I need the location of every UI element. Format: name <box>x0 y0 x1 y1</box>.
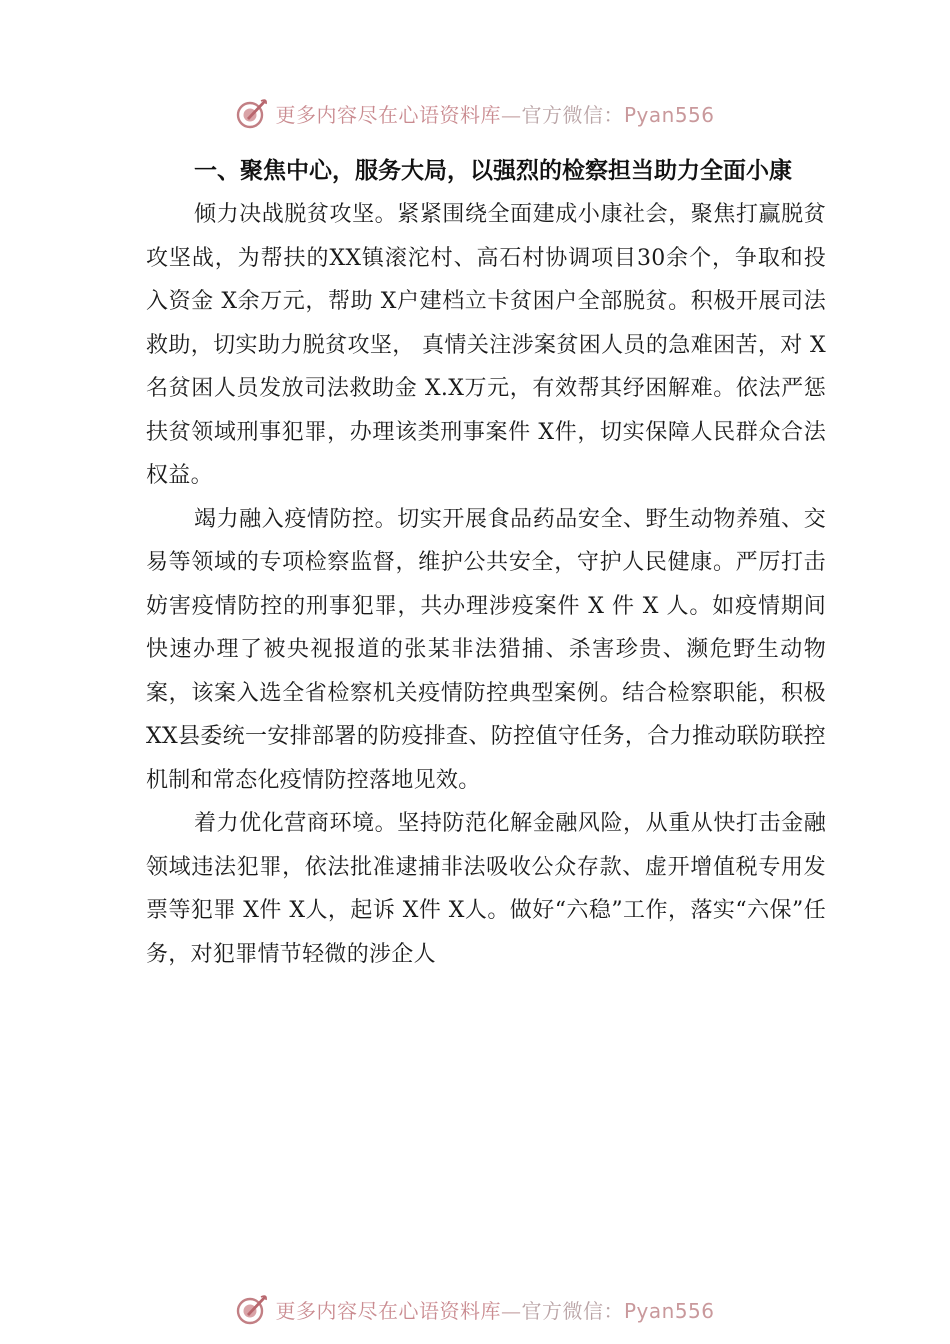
footer-watermark <box>0 1289 950 1329</box>
watermark-separator: — <box>500 102 522 127</box>
quill-seal-icon <box>235 1292 269 1326</box>
watermark-text <box>275 99 714 128</box>
watermark-brand: 更多内容尽在心语资料库 <box>275 1298 501 1323</box>
watermark-label: 官方微信： <box>521 1298 624 1323</box>
watermark-brand: 更多内容尽在心语资料库 <box>275 102 501 127</box>
paragraph-epidemic: 竭力融入疫情防控。切实开展食品药品安全、野生动物养殖、交易等领域的专项检察监督，维护公共安全，守护人民健康。严厉打击妨害疫情防控的刑事犯罪，共办理涉疫案件 X 件 X 人。如疫情期间快速办理了被央视报道的张某非法猎捕、杀害珍贵、濒危野生动物案，该案入选全省检察机关疫情防控典型案例。结合检察职能，积极XX县委统一安排部署的防疫排查、防控值守任务，合力推动联防联控机制和常态化疫情防控落地见效。 <box>146 506 826 793</box>
paragraph-poverty: 倾力决战脱贫攻坚。紧紧围绕全面建成小康社会，聚焦打赢脱贫攻坚战，为帮扶的XX镇滚沱村、高石村协调项目30余个，争取和投入资金 X余万元，帮助 X户建档立卡贫困户全部脱贫。积极开展司法救助，切实助力脱贫攻坚， 真情关注涉案贫困人员的急难困苦，对 X 名贫困人员发放司法救助金 X.X万元，有效帮其纾困解难。依法严惩扶贫领域刑事犯罪，办理该类刑事案件 X件，切实保障人民群众合法权益。 <box>146 202 826 488</box>
quill-seal-icon <box>235 96 269 130</box>
header-watermark <box>0 93 950 133</box>
document-body <box>146 150 826 976</box>
paragraph-business: 着力优化营商环境。坚持防范化解金融风险，从重从快打击金融领域违法犯罪，依法批准逮捕非法吸收公众存款、虚开增值税专用发票等犯罪 X件 X人，起诉 X件 X人。做好“六稳”工作，落实“六保”任务，对犯罪情节轻微的涉企人 <box>146 811 826 967</box>
watermark-label: 官方微信： <box>521 102 624 127</box>
watermark-wechat-id: Pyan556 <box>623 102 715 127</box>
watermark-text <box>275 1295 714 1324</box>
watermark-wechat-id: Pyan556 <box>623 1298 715 1323</box>
watermark-separator: — <box>500 1298 522 1323</box>
section-heading: 一、聚焦中心，服务大局，以强烈的检察担当助力全面小康 <box>194 158 792 184</box>
